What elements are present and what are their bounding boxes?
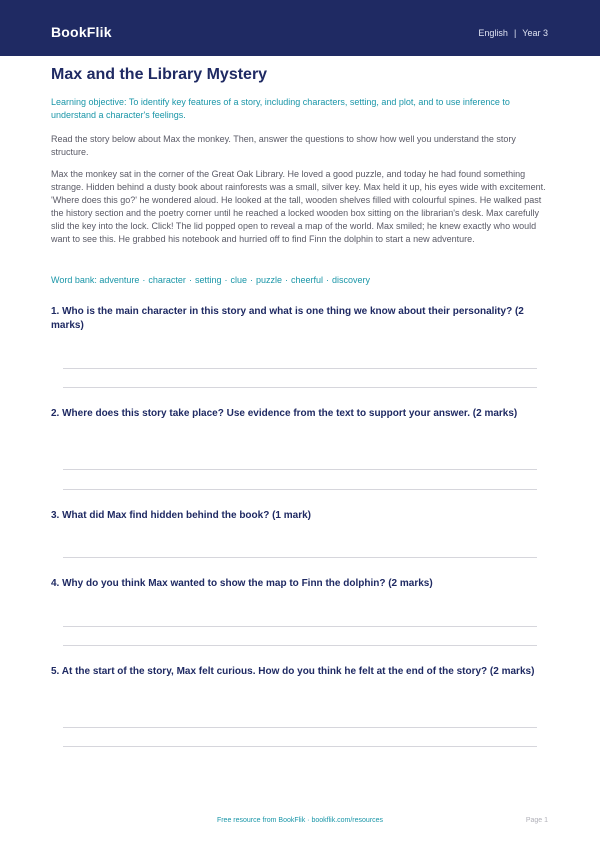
answer-line[interactable]	[63, 626, 537, 627]
question-2: 2. Where does this story take place? Use evidence from the text to support your answer. (2 marks)	[51, 408, 518, 419]
question-3: 3. What did Max find hidden behind the book? (1 mark)	[51, 510, 312, 521]
answer-line[interactable]	[63, 368, 537, 369]
question-4: 4. Why do you think Max wanted to show the map to Finn the dolphin? (2 marks)	[51, 578, 433, 589]
footer-credit[interactable]: Free resource from BookFlik · bookflik.com/resources	[216, 817, 384, 824]
subject-label: English	[478, 28, 508, 38]
instructions-text: Read the story below about Max the monkey. Then, answer the questions to show how well you understand the story structure.	[51, 134, 516, 157]
answer-line[interactable]	[63, 489, 537, 490]
answer-line[interactable]	[63, 746, 537, 747]
word-bank	[51, 274, 551, 287]
brand-logo-text[interactable]: BookFlik	[51, 24, 112, 40]
word-separator: ·	[326, 275, 330, 285]
learning-objective: Learning objective: To identify key features of a story, including characters, setting, and plot, and to use inference to understand a character's feelings.	[51, 97, 510, 120]
word-separator: ·	[249, 275, 253, 285]
word-bank-label: Word bank:	[51, 275, 97, 285]
word-bank-word: discovery	[332, 275, 371, 285]
word-separator: ·	[224, 275, 228, 285]
word-separator: ·	[285, 275, 288, 285]
word-bank-word: character	[148, 275, 186, 285]
word-separator: ·	[142, 275, 146, 285]
meta-separator: |	[513, 28, 517, 38]
question-5: 5. At the start of the story, Max felt curious. How do you think he felt at the end of the story? (2 marks)	[51, 666, 535, 677]
year-label: Year 3	[522, 28, 548, 38]
word-bank-word: puzzle	[255, 275, 282, 285]
word-bank-word: setting	[194, 275, 222, 285]
page-number: Page 1	[525, 817, 548, 824]
word-bank-word: adventure	[99, 275, 140, 285]
answer-line[interactable]	[63, 387, 537, 388]
header-bar	[0, 0, 600, 56]
answer-line[interactable]	[63, 557, 537, 558]
answer-line[interactable]	[63, 645, 537, 646]
word-separator: ·	[188, 275, 192, 285]
story-text: Max the monkey sat in the corner of the Great Oak Library. He loved a good puzzle, and today he had found something strange. Hidden behind a dusty book about rainforests was a small, silver key. Max held it up, his eyes wide with excitement. 'Where does this go?' he wondered aloud. He looked at the tall, wooden shelves filled with colourful spines. He walked past the history section and the poetry corner until he reached a locked wooden box sitting on the librarian's desk. Max carefully slid the key into the lock. Click! The lid popped open to reveal a map of the world. Max smiled; he knew exactly who would want to see this. He grabbed his notebook and hurried off to find Finn the dolphin to start a new adventure.	[51, 169, 546, 244]
header-meta	[478, 28, 548, 38]
answer-line[interactable]	[63, 727, 537, 728]
word-bank-word: clue	[230, 275, 247, 285]
page-title: Max and the Library Mystery	[51, 66, 268, 83]
question-1: 1. Who is the main character in this story and what is one thing we know about their personality? (2 marks)	[51, 306, 524, 331]
word-bank-word: cheerful	[291, 275, 324, 285]
answer-line[interactable]	[63, 469, 537, 470]
